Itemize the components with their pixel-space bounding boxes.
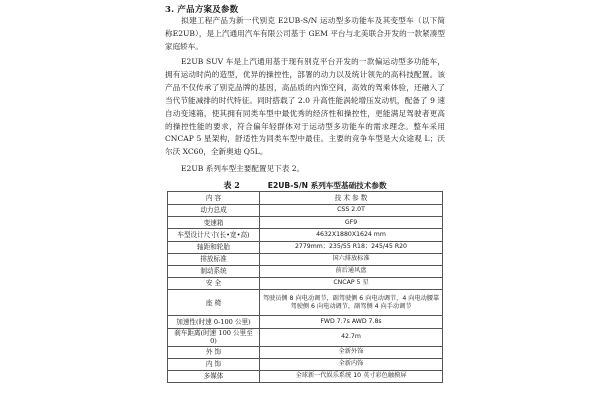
paragraph-product-intro <box>165 15 445 54</box>
row-value: 4632X1880X1624 mm <box>260 229 443 241</box>
spec-table <box>167 191 443 383</box>
row-item: 制动系统 <box>168 265 260 277</box>
row-item: 外 饰 <box>168 346 260 358</box>
row-item: 安 全 <box>168 278 260 290</box>
table-row <box>168 358 443 370</box>
row-value: GF9 <box>260 217 443 229</box>
row-value <box>260 290 443 316</box>
header-value: 技 术 参 数 <box>260 192 443 205</box>
row-item: 座 椅 <box>168 290 260 316</box>
table-row <box>168 278 443 290</box>
row-value: 全新外饰 <box>260 346 443 358</box>
table-number: 表 2 <box>223 180 240 190</box>
row-value: 全新内饰 <box>260 358 443 370</box>
row-value-line: 驾驶侧 6 向电动调节，副驾侧 4 向手动调节 <box>290 302 412 310</box>
table-row <box>168 290 443 316</box>
table-title: E2UB-S/N 系列车型基础技术参数 <box>267 181 387 190</box>
row-item: 刹车距离(时速 100 公里至 0) <box>168 328 260 346</box>
row-item: 排放标准 <box>168 253 260 265</box>
row-value-line: 驾驶员侧 8 向电动调节，副驾驶侧 6 向电动调节，4 向电动腰靠 <box>262 294 440 302</box>
row-value: FWD 7.7s AWD 7.8s <box>260 316 443 328</box>
row-item: 加速性(时速 0-100 公里) <box>168 316 260 328</box>
row-item: 车型设计尺寸(长•宽•高) <box>168 229 260 241</box>
table-row <box>168 253 443 265</box>
table-row <box>168 229 443 241</box>
table-row <box>168 346 443 358</box>
row-value: 2779mm；235/55 R18；245/45 R20 <box>260 241 443 253</box>
paragraph-text: E2UB SUV 车是上汽通用基于现有别克平台开发的一款偏运动型多功能车，拥有运动时尚的造型，优异的操控性，部署的动力以及统计领先的高科技配置。该产品不仅传承了别克品牌的基因，高品质的内饰空间，高效的驾乘体验，还融入了当代节能减排的时代特征。同时搭载了 2.0 升高性能涡轮增压发动机，配备了 9 速自动变速箱，使其拥有同类车型中最优秀的经济性和操控性，更能满足驾驶者更高的操控性能的要求，符合偏年轻群体对于运动型多功能车的需求理念。整车采用 CNCAP 5 星架构，舒适性为同类车型中最佳。主要的竞争车型是大众途观 L；沃尔沃 XC60，全新奥迪 Q5L。 <box>165 57 445 157</box>
row-item: 动力总成 <box>168 205 260 217</box>
section-heading: 3. 产品方案及参数 <box>165 5 239 15</box>
table-row <box>168 265 443 277</box>
paragraph-product-description <box>165 56 445 159</box>
row-value: CNCAP 5 星 <box>260 278 443 290</box>
table-row <box>168 217 443 229</box>
table-row <box>168 205 443 217</box>
row-item: 轴距和轮胎 <box>168 241 260 253</box>
row-value: 全球新一代娱乐系统 10 英寸彩色触摸屏 <box>260 370 443 382</box>
table-row <box>168 370 443 382</box>
row-item: 变速箱 <box>168 217 260 229</box>
row-item: 内 饰 <box>168 358 260 370</box>
header-item: 内 容 <box>168 192 260 205</box>
paragraph-text: 拟建工程产品为新一代别克 E2UB-S/N 运动型多功能车及其变型车（以下简称E2UB），是上汽通用汽车有限公司基于 GEM 平台与北美联合开发的一款紧凑型家庭轿车。 <box>165 16 445 51</box>
table-row <box>168 328 443 346</box>
row-value: CSS 2.0T <box>260 205 443 217</box>
row-value: 前后通风盘 <box>260 265 443 277</box>
row-item: 多媒体 <box>168 370 260 382</box>
table-header-row <box>168 192 443 205</box>
row-value: 国六排放标准 <box>260 253 443 265</box>
table-row <box>168 316 443 328</box>
table-row <box>168 241 443 253</box>
paragraph-table-reference <box>165 163 445 176</box>
table-caption <box>165 180 445 191</box>
paragraph-text: E2UB 系列车型主要配置见下表 2。 <box>181 164 305 173</box>
row-value: 42.7m <box>260 328 443 346</box>
